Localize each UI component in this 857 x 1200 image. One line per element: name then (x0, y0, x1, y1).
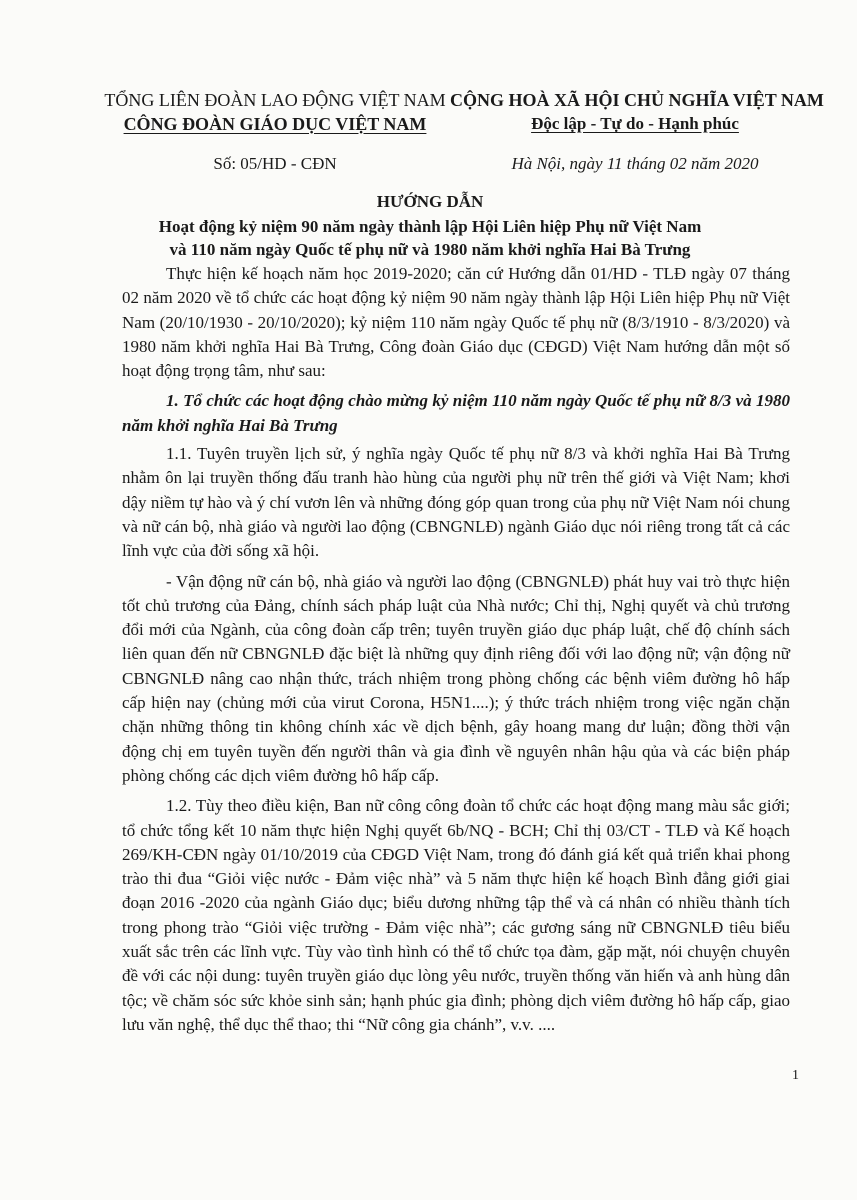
document-type: HƯỚNG DẪN (376, 192, 484, 211)
section-1-heading: 1. Tổ chức các hoạt động chào mừng kỷ niệm 110 năm ngày Quốc tế phụ nữ 8/3 và 1980 năm khởi nghĩa Hai Bà Trưng (122, 391, 790, 435)
paragraph-1-1: 1.1. Tuyên truyền lịch sử, ý nghĩa ngày Quốc tế phụ nữ 8/3 và khởi nghĩa Hai Bà Trưng nhằm ôn lại truyền thống đấu tranh hào hùng của người phụ nữ trên thế giới và Việt Nam; khơi dậy niềm tự hào và ý chí vươn lên và những đóng góp quan trong của phụ nữ Việt Nam nói chung và nữ cán bộ, nhà giáo và người lao động (CBNGNLĐ) ngành Giáo dục nói riêng trong tất cả các lĩnh vực của đời sống xã hội. (122, 444, 790, 561)
header-organization (100, 88, 450, 176)
document-number: Số: 05/HD - CĐN (213, 154, 337, 173)
paragraph-1-2: 1.2. Tùy theo điều kiện, Ban nữ công công đoàn tổ chức các hoạt động mang màu sắc giới; tổ chức tổng kết 10 năm thực hiện Nghị quyết 6b/NQ - BCH; Chỉ thị 03/CT - TLĐ và Kế hoạch 269/KH-CĐN ngày 01/10/2019 của CĐGD Việt Nam, trong đó đánh giá kết quả triển khai phong trào thi đua “Giỏi việc nước - Đảm việc nhà” và 5 năm thực hiện kế hoạch Bình đẳng giới giai đoạn 2016 -2020 của ngành Giáo dục; biểu dương những tập thể và cá nhân có nhiều thành tích trong phong trào “Giỏi việc trường - Đảm việc nhà”; các gương sáng nữ CBNGNLĐ tiêu biểu xuất sắc trên các lĩnh vực. Tùy vào tình hình có thể tổ chức tọa đàm, gặp mặt, nói chuyện chuyên đề với các nội dung: tuyên truyền giáo dục lòng yêu nước, truyền thống văn hiến và anh hùng dân tộc; về chăm sóc sức khỏe sinh sản; hạnh phúc gia đình; phòng dịch viêm đường hô hấp cấp, giao lưu văn nghệ, thể dục thể thao; thi “Nữ công gia chánh”, v.v. .... (122, 796, 790, 1034)
nation-line-1: CỘNG HOÀ XÃ HỘI CHỦ NGHĨA VIỆT NAM (450, 90, 824, 110)
document-title (150, 190, 710, 261)
intro-paragraph: Thực hiện kế hoạch năm học 2019-2020; căn cứ Hướng dẫn 01/HD - TLĐ ngày 07 tháng 02 năm 2020 về tổ chức các hoạt động kỷ niệm 90 năm ngày thành lập Hội Liên hiệp Phụ nữ Việt Nam (20/10/1930 - 20/10/2020); kỷ niệm 110 năm ngày Quốc tế phụ nữ (8/3/1910 - 8/3/2020) và 1980 năm khởi nghĩa Hai Bà Trưng, Công đoàn Giáo dục (CĐGD) Việt Nam hướng dẫn một số hoạt động trọng tâm, như sau: (122, 264, 790, 381)
org-line-1: TỔNG LIÊN ĐOÀN LAO ĐỘNG VIỆT NAM (104, 90, 446, 110)
bullet-paragraph: - Vận động nữ cán bộ, nhà giáo và người lao động (CBNGNLĐ) phát huy vai trò thực hiện tốt chủ trương của Đảng, chính sách pháp luật của Nhà nước; Chỉ thị, Nghị quyết và chủ trương đổi mới của Ngành, của công đoàn cấp trên; tuyên truyền giáo dục pháp luật, chế độ chính sách liên quan đến nữ CBNGNLĐ đặc biệt là những quy định riêng đối với lao động nữ; vận động nữ CBNGNLĐ nâng cao nhận thức, trách nhiệm trong phòng chống các bệnh viêm đường hô hấp cấp hiện nay (chủng mới của virut Corona, H5N1....); ý thức trách nhiệm trong việc ngăn chặn chặn những thông tin không chính xác về dịch bệnh, gây hoang mang dư luận; đồng thời vận động chị em tuyên tuyền đến người thân và gia đình về nguyên nhân hậu qủa và các biện pháp phòng chống các dịch viêm đường hô hấp cấp. (122, 571, 790, 785)
page-number: 1 (792, 1068, 799, 1083)
header-nation (450, 88, 824, 176)
title-line-2: và 110 năm ngày Quốc tế phụ nữ và 1980 năm khởi nghĩa Hai Bà Trưng (169, 240, 691, 259)
nation-motto: Độc lập - Tự do - Hạnh phúc (531, 114, 739, 133)
title-line-1: Hoạt động kỷ niệm 90 năm ngày thành lập Hội Liên hiệp Phụ nữ Việt Nam (158, 217, 702, 236)
org-line-2: CÔNG ĐOÀN GIÁO DỤC VIỆT NAM (123, 114, 427, 134)
document-body (122, 262, 790, 1043)
place-date: Hà Nội, ngày 11 tháng 02 năm 2020 (511, 154, 759, 173)
